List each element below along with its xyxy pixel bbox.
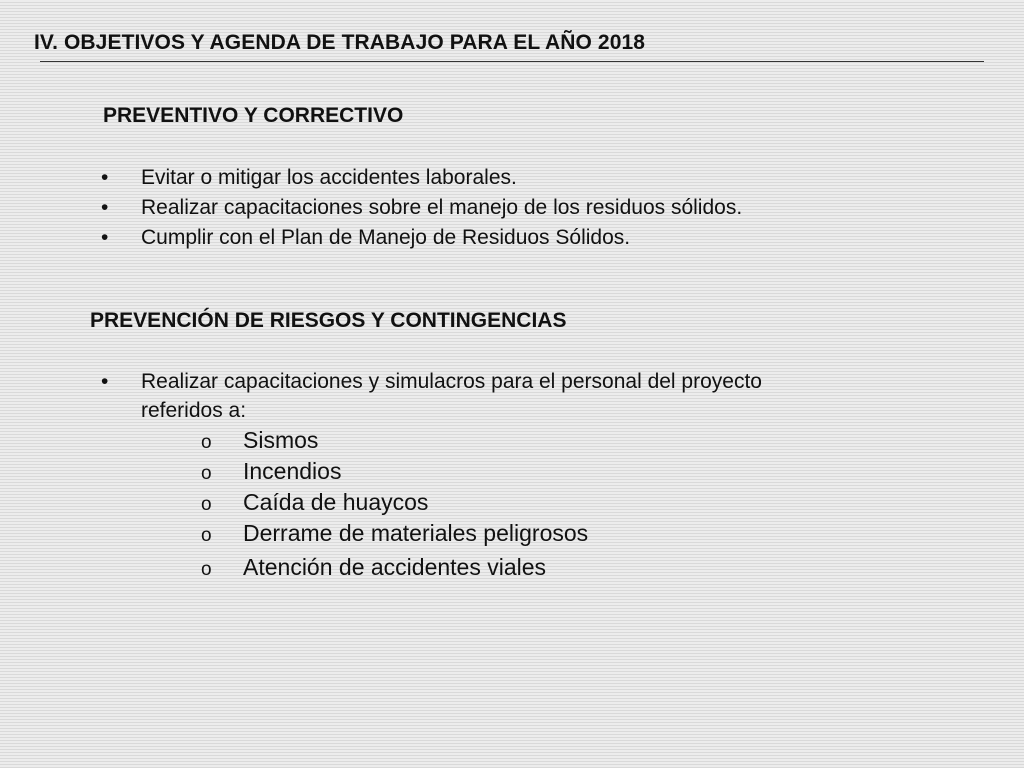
bullet-marker: • <box>101 166 109 189</box>
bullet-list-prevencion <box>101 367 762 583</box>
sub-list-topics <box>201 425 862 583</box>
section-heading-prevencion: PREVENCIÓN DE RIESGOS Y CONTINGENCIAS <box>90 309 567 332</box>
list-item-text: Cumplir con el Plan de Manejo de Residuos Sólidos. <box>141 226 631 249</box>
sub-list-item-text: Sismos <box>243 427 319 453</box>
list-item <box>101 367 762 425</box>
sub-bullet-marker: o <box>201 432 212 453</box>
list-item <box>101 223 742 253</box>
sub-list-item <box>201 425 862 456</box>
sub-list-item <box>201 456 862 487</box>
sub-list-item-text: Derrame de materiales peligrosos <box>243 520 589 546</box>
sub-bullet-marker: o <box>201 525 212 546</box>
bullet-marker: • <box>101 370 109 393</box>
list-item <box>101 163 742 193</box>
list-item <box>101 193 742 223</box>
sub-list-item-text: Atención de accidentes viales <box>243 554 547 580</box>
sub-list-item <box>201 552 862 583</box>
slide-title: IV. OBJETIVOS Y AGENDA DE TRABAJO PARA EL AÑO 2018 <box>34 31 646 54</box>
sub-list-item <box>201 487 862 518</box>
sub-list-item-text: Caída de huaycos <box>243 489 429 515</box>
title-underline <box>40 61 984 62</box>
bullet-list-preventivo <box>101 163 742 253</box>
bullet-marker: • <box>101 196 109 219</box>
bullet-marker: • <box>101 226 109 249</box>
section-heading-preventivo: PREVENTIVO Y CORRECTIVO <box>103 104 404 127</box>
sub-list-item-text: Incendios <box>243 458 342 484</box>
list-item-text-line2: referidos a: <box>141 399 247 422</box>
sub-bullet-marker: o <box>201 463 212 484</box>
sub-list-item <box>201 518 862 549</box>
sub-bullet-marker: o <box>201 559 212 580</box>
list-item-text: Evitar o mitigar los accidentes laborales. <box>141 166 517 189</box>
sub-bullet-marker: o <box>201 494 212 515</box>
list-item-text-line1: Realizar capacitaciones y simulacros para el personal del proyecto <box>141 370 762 393</box>
sub-list-container <box>101 425 762 583</box>
list-item-text: Realizar capacitaciones sobre el manejo de los residuos sólidos. <box>141 196 743 219</box>
